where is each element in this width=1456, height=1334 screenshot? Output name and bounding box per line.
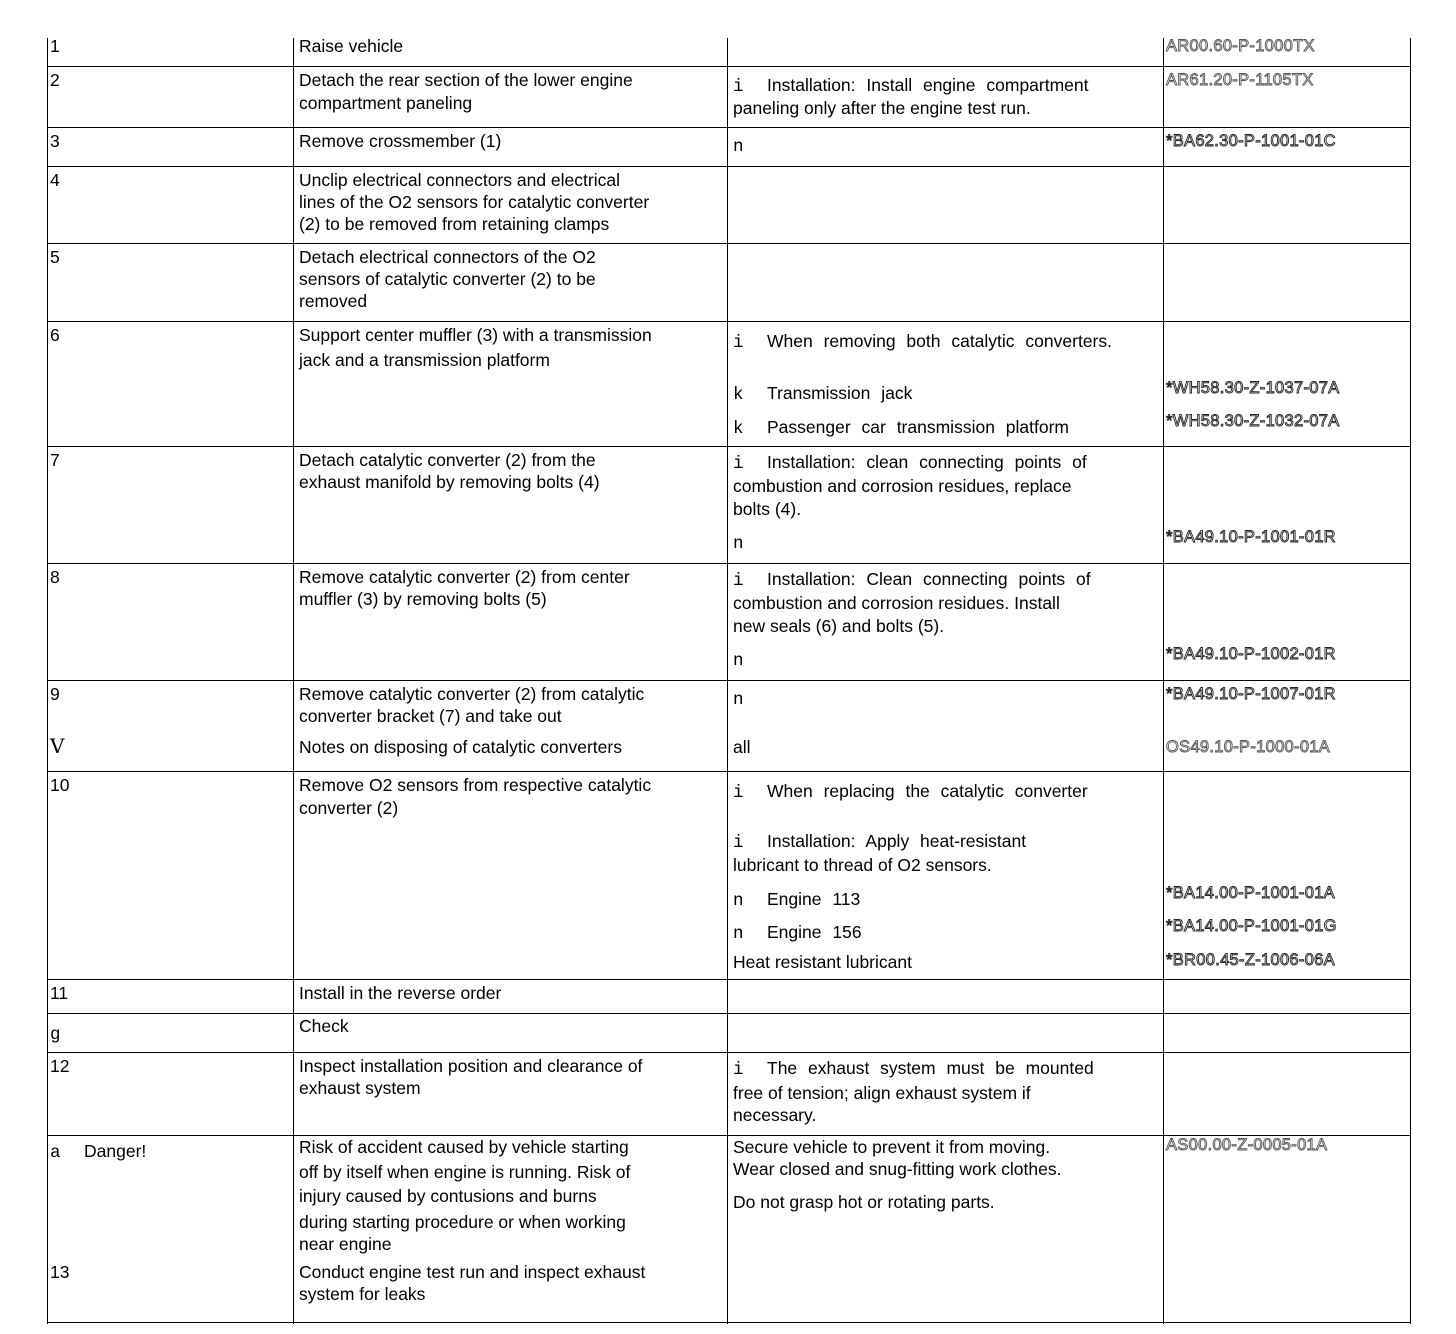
step-action-line: Remove catalytic converter (2) from center [299,567,630,587]
table-row-7 [47,447,1411,564]
note-line: paneling only after the engine test run. [733,98,1031,118]
step-number: 6 [50,325,60,345]
safety-line: Secure vehicle to prevent it from moving. [733,1137,1051,1157]
step-action-line: jack and a transmission platform [299,350,550,370]
note-line: i When removing both catalytic converters. [733,331,1112,353]
note-line: n Engine 113 [733,889,861,911]
note-line: combustion and corrosion residues. Install [733,593,1060,613]
step-action-line: sensors of catalytic converter (2) to be [299,269,596,289]
table-row-3 [47,128,1411,167]
note-line: bolts (4). [733,499,802,519]
table-row-8 [47,564,1411,681]
risk-line: Risk of accident caused by vehicle starting [299,1137,629,1157]
info-icon: i [733,333,744,353]
note-line: free of tension; align exhaust system if [733,1083,1031,1103]
note-line: combustion and corrosion residues, replace [733,476,1072,496]
step-action-line: system for leaks [299,1284,426,1304]
safety-line: Wear closed and snug-fitting work clothes. [733,1159,1062,1179]
note-line: Heat resistant lubricant [733,952,912,972]
note-line: i Installation: Clean connecting points of [733,569,1091,591]
note-line: k Passenger car transmission platform [733,417,1069,439]
doc-reference-link[interactable]: *BA49.10-P-1002-01R [1166,645,1336,663]
tool-icon: k [733,385,744,405]
step-number: 7 [50,450,60,470]
step-number: 1 [50,36,60,56]
notice-icon: n [733,651,744,671]
step-action-line: Conduct engine test run and inspect exhaust [299,1262,646,1282]
table-row-danger [47,1136,1411,1323]
doc-reference-link[interactable]: *BA62.30-P-1001-01C [1166,132,1336,150]
step-action-line: Support center muffler (3) with a transmission [299,325,652,345]
step-action-line: Remove O2 sensors from respective catalytic [299,775,652,795]
step-action-line: Detach electrical connectors of the O2 [299,247,596,267]
step-action-line: converter bracket (7) and take out [299,706,562,726]
step-action-line: Inspect installation position and clearance of [299,1056,643,1076]
doc-reference-link[interactable]: *WH58.30-Z-1037-07A [1166,379,1340,397]
risk-line: during starting procedure or when working [299,1212,626,1232]
step-action-line: converter (2) [299,798,399,818]
doc-reference-link[interactable]: *BA49.10-P-1001-01R [1166,528,1336,546]
note-line: new seals (6) and bolts (5). [733,616,945,636]
step-action-line: muffler (3) by removing bolts (5) [299,589,547,609]
step-number: 12 [50,1056,70,1076]
step-action: Check [299,1016,349,1036]
step-action-line: Remove catalytic converter (2) from catalytic [299,684,645,704]
step-number: 11 [50,983,69,1003]
table-row-6 [47,322,1411,447]
notice-icon: n [733,891,744,911]
step-action-line: Unclip electrical connectors and electrical [299,170,620,190]
step-action: Install in the reverse order [299,983,502,1003]
doc-reference-link[interactable]: *WH58.30-Z-1032-07A [1166,412,1340,430]
model-scope: all [733,737,751,757]
notice-icon: n [733,690,744,710]
table-row-10 [47,772,1411,980]
table-row-4 [47,167,1411,244]
step-action: Notes on disposing of catalytic converters [299,737,622,757]
doc-reference-link[interactable]: AR00.60-P-1000TX [1166,37,1315,55]
doc-reference-link[interactable]: *BA14.00-P-1001-01G [1166,917,1337,935]
step-action-line: (2) to be removed from retaining clamps [299,214,610,234]
table-row-check [47,1014,1411,1053]
note-line: lubricant to thread of O2 sensors. [733,855,992,875]
tool-icon: k [733,419,744,439]
note-line: i Installation: clean connecting points of [733,452,1087,474]
step-action-line: exhaust manifold by removing bolts (4) [299,472,600,492]
note-line: i The exhaust system must be mounted [733,1058,1094,1080]
doc-reference-link[interactable]: AR61.20-P-1105TX [1166,71,1314,89]
risk-line: injury caused by contusions and burns [299,1186,597,1206]
danger-icon: a [50,1143,61,1163]
table-row-12 [47,1053,1411,1136]
doc-reference-link[interactable]: AS00.00-Z-0005-01A [1166,1136,1328,1154]
doc-reference-link[interactable]: *BA14.00-P-1001-01A [1166,884,1335,902]
step-action-line: exhaust system [299,1078,421,1098]
procedure-table [47,38,1411,1324]
info-icon: i [733,1060,744,1080]
info-icon: i [733,783,744,803]
step-number: 2 [50,70,60,90]
info-icon: i [733,77,744,97]
danger-warning: a Danger! [50,1141,147,1163]
table-row-5 [47,244,1411,322]
step-action-line: Detach catalytic converter (2) from the [299,450,596,470]
note-line: i When replacing the catalytic converter [733,781,1088,803]
note-line: i Installation: Install engine compartment [733,75,1089,97]
table-row-1 [47,38,1411,67]
step-number: 4 [50,170,60,190]
step-action-line: compartment paneling [299,93,473,113]
note-line: necessary. [733,1105,817,1125]
note-line: n Engine 156 [733,922,862,944]
table-row-9 [47,681,1411,772]
doc-reference-link[interactable]: OS49.10-P-1000-01A [1166,738,1331,756]
step-number: 8 [50,567,60,587]
disposal-icon: V [50,734,65,758]
notice-icon: n [733,534,744,554]
step-action-line: removed [299,291,368,311]
info-icon: i [733,571,744,591]
step-number: 10 [50,775,70,795]
step-number: 5 [50,247,60,267]
step-number: 3 [50,131,60,151]
step-number: 9 [50,684,60,704]
step-number: 13 [50,1262,70,1282]
step-action: Raise vehicle [299,36,404,56]
check-icon: g [50,1025,61,1045]
step-action-line: Detach the rear section of the lower engine [299,70,633,90]
safety-line: Do not grasp hot or rotating parts. [733,1192,995,1212]
risk-line: near engine [299,1234,392,1254]
info-icon: i [733,454,744,474]
step-action-line: lines of the O2 sensors for catalytic converter [299,192,650,212]
notice-icon: n [733,137,744,157]
note-line: i Installation: Apply heat-resistant [733,831,1027,853]
doc-reference-link[interactable]: *BA49.10-P-1007-01R [1166,685,1336,703]
step-action: Remove crossmember (1) [299,131,502,151]
notice-icon: n [733,924,744,944]
table-row-11 [47,980,1411,1014]
note-line: k Transmission jack [733,383,913,405]
table-row-2 [47,67,1411,128]
info-icon: i [733,833,744,853]
risk-line: off by itself when engine is running. Risk of [299,1162,631,1182]
doc-reference-link[interactable]: *BR00.45-Z-1006-06A [1166,951,1335,969]
